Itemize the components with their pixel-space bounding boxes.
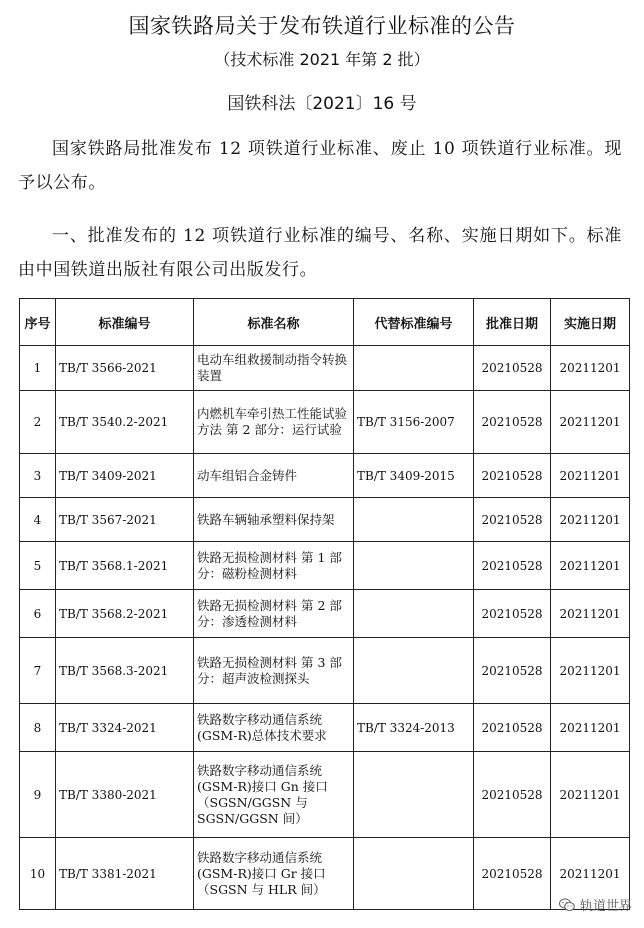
header-approved: 批准日期 [474,299,551,346]
cell-code: TB/T 3567-2021 [56,498,194,542]
cell-effective: 20211201 [551,391,630,454]
table-row [20,704,630,752]
cell-replaces [354,752,474,838]
cell-replaces [354,542,474,590]
cell-replaces [354,838,474,910]
table-row [20,391,630,454]
cell-approved: 20210528 [474,391,551,454]
intro-paragraph: 国家铁路局批准发布 12 项铁道行业标准、废止 10 项铁道行业标准。现予以公布。 [18,139,622,193]
cell-name: 铁路车辆轴承塑料保持架 [194,498,354,542]
cell-name: 铁路数字移动通信系统(GSM-R)接口 Gr 接口（SGSN 与 HLR 间） [194,838,354,910]
cell-effective: 20211201 [551,590,630,638]
notice-subtitle: （技术标准 2021 年第 2 批） [214,50,430,69]
cell-no: 3 [20,454,56,498]
cell-no: 2 [20,391,56,454]
cell-no: 7 [20,638,56,704]
cell-approved: 20210528 [474,346,551,391]
notice-title: 国家铁路局关于发布铁道行业标准的公告 [128,14,516,38]
table-row [20,542,630,590]
standards-table [19,298,630,910]
cell-code: TB/T 3568.3-2021 [56,638,194,704]
cell-replaces: TB/T 3156-2007 [354,391,474,454]
cell-name: 铁路无损检测材料 第 3 部分：超声波检测探头 [194,638,354,704]
cell-no: 5 [20,542,56,590]
cell-approved: 20210528 [474,638,551,704]
header-no: 序号 [20,299,56,346]
cell-code: TB/T 3540.2-2021 [56,391,194,454]
cell-no: 4 [20,498,56,542]
cell-name: 电动车组救援制动指令转换装置 [194,346,354,391]
cell-code: TB/T 3380-2021 [56,752,194,838]
document-number: 国铁科法〔2021〕16 号 [227,94,417,114]
cell-name: 铁路数字移动通信系统(GSM-R)总体技术要求 [194,704,354,752]
cell-effective: 20211201 [551,454,630,498]
cell-code: TB/T 3324-2021 [56,704,194,752]
watermark [559,895,632,914]
wechat-icon [559,898,575,912]
table-header-row [20,299,630,346]
table-row [20,454,630,498]
cell-approved: 20210528 [474,498,551,542]
header-code: 标准编号 [56,299,194,346]
cell-code: TB/T 3568.1-2021 [56,542,194,590]
cell-approved: 20210528 [474,542,551,590]
cell-approved: 20210528 [474,752,551,838]
cell-effective: 20211201 [551,704,630,752]
table-row [20,752,630,838]
table-row [20,838,630,910]
cell-code: TB/T 3381-2021 [56,838,194,910]
cell-effective: 20211201 [551,838,630,910]
cell-code: TB/T 3566-2021 [56,346,194,391]
cell-no: 8 [20,704,56,752]
header-replaces: 代替标准编号 [354,299,474,346]
cell-effective: 20211201 [551,346,630,391]
cell-approved: 20210528 [474,704,551,752]
cell-replaces [354,590,474,638]
cell-name: 内燃机车牵引热工性能试验方法 第 2 部分：运行试验 [194,391,354,454]
cell-approved: 20210528 [474,838,551,910]
cell-effective: 20211201 [551,498,630,542]
header-name: 标准名称 [194,299,354,346]
cell-no: 6 [20,590,56,638]
cell-approved: 20210528 [474,454,551,498]
cell-name: 动车组铝合金铸件 [194,454,354,498]
table-row [20,346,630,391]
cell-no: 1 [20,346,56,391]
cell-name: 铁路无损检测材料 第 2 部分：渗透检测材料 [194,590,354,638]
cell-effective: 20211201 [551,542,630,590]
cell-approved: 20210528 [474,590,551,638]
watermark-text: 轨道世界 [579,899,632,914]
cell-name: 铁路数字移动通信系统(GSM-R)接口 Gn 接口（SGSN/GGSN 与 SGSN/GGSN 间） [194,752,354,838]
cell-no: 9 [20,752,56,838]
cell-replaces [354,346,474,391]
cell-effective: 20211201 [551,638,630,704]
table-row [20,590,630,638]
cell-no: 10 [20,838,56,910]
cell-code: TB/T 3409-2021 [56,454,194,498]
cell-replaces [354,638,474,704]
cell-code: TB/T 3568.2-2021 [56,590,194,638]
cell-replaces: TB/T 3409-2015 [354,454,474,498]
table-row [20,638,630,704]
cell-name: 铁路无损检测材料 第 1 部分：磁粉检测材料 [194,542,354,590]
table-row [20,498,630,542]
cell-effective: 20211201 [551,752,630,838]
section-one-paragraph: 一、批准发布的 12 项铁道行业标准的编号、名称、实施日期如下。标准由中国铁道出版社有限公司出版发行。 [18,226,622,280]
header-effective: 实施日期 [551,299,630,346]
cell-replaces: TB/T 3324-2013 [354,704,474,752]
cell-replaces [354,498,474,542]
